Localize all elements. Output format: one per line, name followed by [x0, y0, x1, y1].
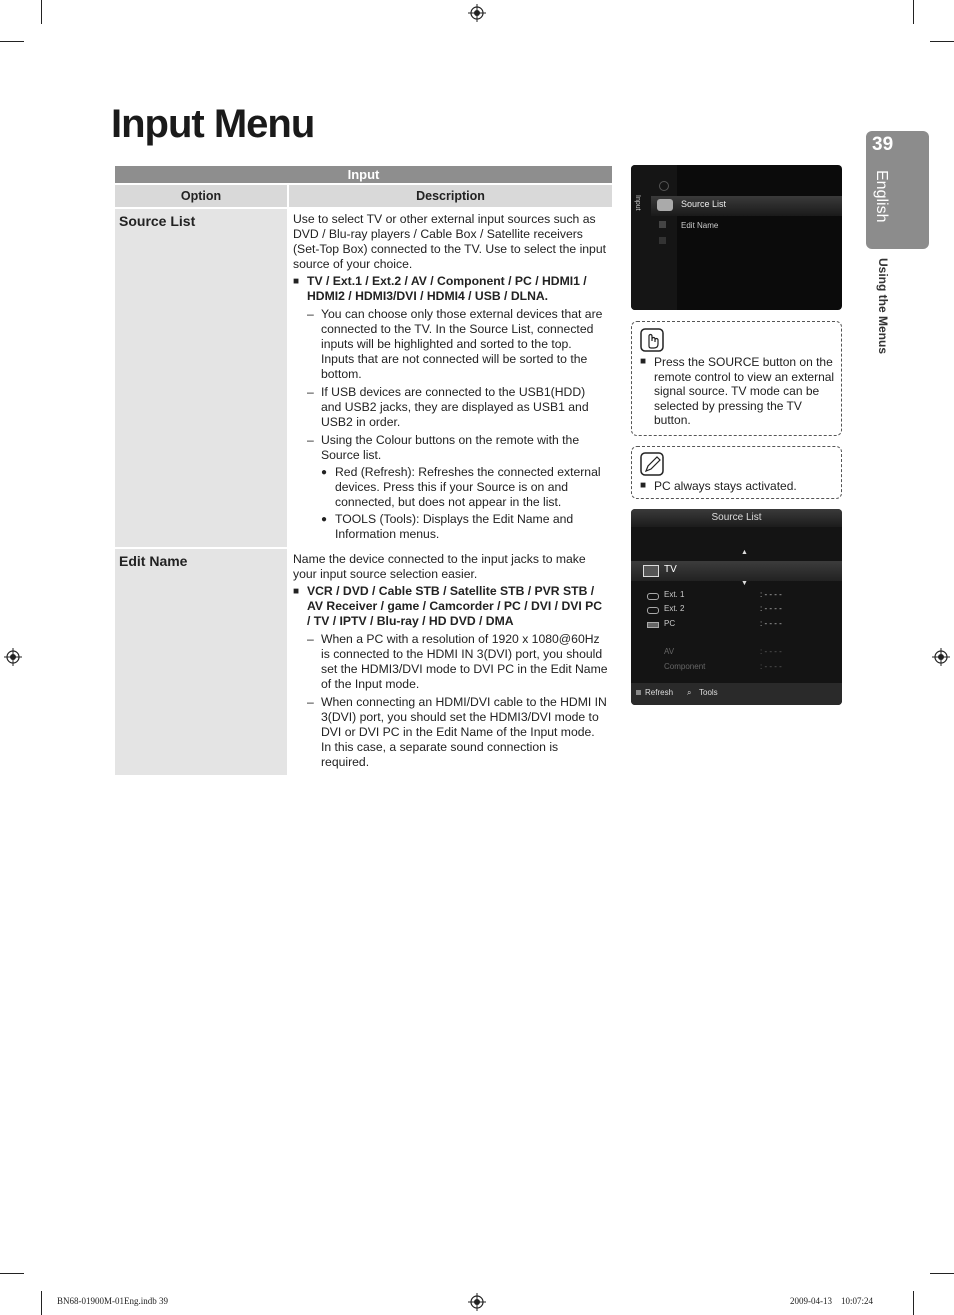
note-text: Press the SOURCE button on the remote control to view an external signal source. TV mode can be selected by pressing the TV button.: [654, 355, 835, 427]
menu-icon: [659, 237, 666, 244]
option-source-list: Source List: [115, 209, 287, 547]
crop-mark: [913, 1291, 914, 1315]
screen-item-ext2[interactable]: Ext. 2: [664, 604, 685, 613]
note-pencil-icon: [640, 452, 664, 476]
screen-item-value: : - - - -: [760, 604, 782, 613]
crop-mark: [930, 1273, 954, 1274]
crop-mark: [41, 0, 42, 24]
note-text: If USB devices are connected to the USB1(HDD) and USB2 jacks, they are displayed as USB1 and USB2 in order.: [321, 385, 589, 429]
scart-icon: [647, 593, 659, 600]
dot-bullet-icon: ●: [321, 467, 328, 478]
input-sources-list: TV / Ext.1 / Ext.2 / AV / Component / PC / HDMI1 / HDMI2 / HDMI3/DVI / HDMI4 / USB / DLNA.: [307, 274, 587, 303]
note-text: When a PC with a resolution of 1920 x 1080@60Hz is connected to the HDMI IN 3(DVI) port, you should set the HDMI3/DVI mode to DVI PC in the Edit Name of the Input mode.: [321, 632, 608, 691]
description-cell: Name the device connected to the input jacks to make your input source selection easier. ■ VCR / DVD / Cable STB / Satellite STB / PVR STB / AV Receiver / game / Camcorder / PC / DVI / DVI PC / TV / IPTV / Blu-ray / HD DVD / DMA – When a PC with a resolution of 1920 x 1080@60Hz is connected to the HDMI IN 3(DVI) port, you should set the HDMI3/DVI mode to DVI PC in the Edit Name of the Input mode. – When connecting an HDMI/DVI cable to the HDMI IN 3(DVI) port, you should set the HDMI3/DVI mode to DVI or DVI PC in the Edit Name of the Input mode. In this case, a separate sound connection is required.: [293, 552, 608, 769]
tools-label[interactable]: Tools: [699, 688, 718, 697]
note-box: [631, 321, 842, 436]
highlight-bar: [631, 561, 842, 581]
note-text: Red (Refresh): Refreshes the connected external devices. Press this if your Source is on and connected, but does not appear in the list.: [335, 465, 601, 509]
footer-file-info: BN68-01900M-01Eng.indb 39: [57, 1296, 168, 1306]
menu-icon: [659, 221, 666, 228]
screen-item-value: : - - - -: [760, 662, 782, 671]
footer-timestamp: 2009-04-13 10:07:24: [790, 1296, 873, 1306]
description-intro: Use to select TV or other external input sources such as DVD / Blu-ray players / Cable Box / Satellite receivers (Set-Top Box) connected to the TV. Use to select the input source of your choice.: [293, 212, 606, 271]
registration-mark-icon: [4, 648, 22, 666]
description-cell: Use to select TV or other external input sources such as DVD / Blu-ray players / Cable Box / Satellite receivers (Set-Top Box) connected to the TV. Use to select the input source of your choice. ■ TV / Ext.1 / Ext.2 / AV / Component / PC / HDMI1 / HDMI2 / HDMI3/DVI / HDMI4 / USB / DLNA. – You can choose only those external devices that are connected to the TV. In the Source List, connected inputs will be highlighted and sorted to the top. Inputs that are not connected will be sorted to the bottom. – If USB devices are connected to the USB1(HDD) and USB2 jacks, they are displayed as USB1 and USB2 in order. – Using the Colour buttons on the remote with the Source list. ● Red (Refresh): Refreshes the connected external devices. Press this if your Source is on and connected, but does not appear in the list. ● TOOLS (Tools): Displays the Edit Name and Information menus.: [293, 212, 606, 541]
crop-mark: [930, 41, 954, 42]
scart-icon: [647, 607, 659, 614]
registration-mark-icon: [468, 4, 486, 22]
option-edit-name: Edit Name: [115, 549, 287, 775]
screen-title: Source List: [711, 512, 762, 523]
screen-side-label: Input: [634, 195, 641, 211]
screen-item-pc[interactable]: PC: [664, 619, 676, 628]
note-text: PC always stays activated.: [654, 479, 797, 493]
square-bullet-icon: ■: [293, 586, 300, 597]
refresh-label[interactable]: Refresh: [645, 688, 674, 697]
highlight-bar: [651, 196, 842, 216]
square-bullet-icon: ■: [640, 356, 647, 367]
input-menu-screenshot: [631, 165, 842, 310]
column-header-description: Description: [289, 185, 612, 207]
screen-item-value: : - - - -: [760, 647, 782, 656]
screen-item-value: : - - - -: [760, 590, 782, 599]
pc-port-icon: [647, 622, 659, 628]
screen-item-edit-name[interactable]: Edit Name: [681, 221, 719, 230]
registration-mark-icon: [932, 648, 950, 666]
column-header-option: Option: [115, 185, 287, 207]
note-text: You can choose only those external devices that are connected to the TV. In the Source List, connected inputs will be highlighted and sorted to the top. Inputs that are not connected will be sorted to the bottom.: [321, 307, 603, 381]
note-text: Using the Colour buttons on the remote with the Source list.: [321, 433, 580, 462]
crop-mark: [0, 1273, 24, 1274]
table-row: [115, 209, 612, 547]
input-menu-table: [113, 164, 614, 777]
remote-button-icon: [640, 328, 664, 352]
description-intro: Name the device connected to the input jacks to make your input source selection easier.: [293, 552, 586, 581]
page-number: 39: [872, 134, 894, 155]
square-bullet-icon: ■: [293, 276, 300, 287]
note-text: When connecting an HDMI/DVI cable to the HDMI IN 3(DVI) port, you should set the HDMI3/DVI mode to DVI or DVI PC in the Edit Name of the Input mode. In this case, a separate sound connection is required.: [321, 695, 607, 769]
menu-icon: [659, 181, 669, 191]
down-arrow-icon: ▼: [741, 580, 748, 587]
section-label: Using the Menus: [876, 258, 890, 355]
crop-mark: [0, 41, 24, 42]
screen-item-av[interactable]: AV: [664, 647, 675, 656]
table-header: Input: [115, 166, 612, 183]
red-button-icon: [636, 690, 641, 695]
crop-mark: [913, 0, 914, 24]
screen-item-component[interactable]: Component: [664, 662, 706, 671]
up-arrow-icon: ▲: [741, 549, 748, 556]
screen-item-value: : - - - -: [760, 619, 782, 628]
page-title: Input Menu: [111, 102, 315, 146]
device-names-list: VCR / DVD / Cable STB / Satellite STB / PVR STB / AV Receiver / game / Camcorder / PC / DVI / DVI PC / TV / IPTV / Blu-ray / HD DVD / DMA: [307, 584, 603, 628]
tv-icon: [643, 565, 659, 577]
registration-mark-icon: [468, 1293, 486, 1311]
crop-mark: [41, 1291, 42, 1315]
language-label: English: [873, 170, 890, 223]
square-bullet-icon: ■: [640, 480, 647, 491]
screen-item-source-list[interactable]: Source List: [681, 199, 727, 209]
note-box: [631, 446, 842, 499]
tools-icon: ⌕: [687, 688, 692, 697]
screen-item-tv[interactable]: TV: [664, 564, 677, 575]
table-row: [115, 549, 612, 775]
screen-item-ext1[interactable]: Ext. 1: [664, 590, 685, 599]
note-text: TOOLS (Tools): Displays the Edit Name and Information menus.: [335, 512, 574, 541]
input-icon: [657, 199, 673, 211]
dot-bullet-icon: ●: [321, 514, 328, 525]
source-list-screenshot: [631, 509, 842, 705]
